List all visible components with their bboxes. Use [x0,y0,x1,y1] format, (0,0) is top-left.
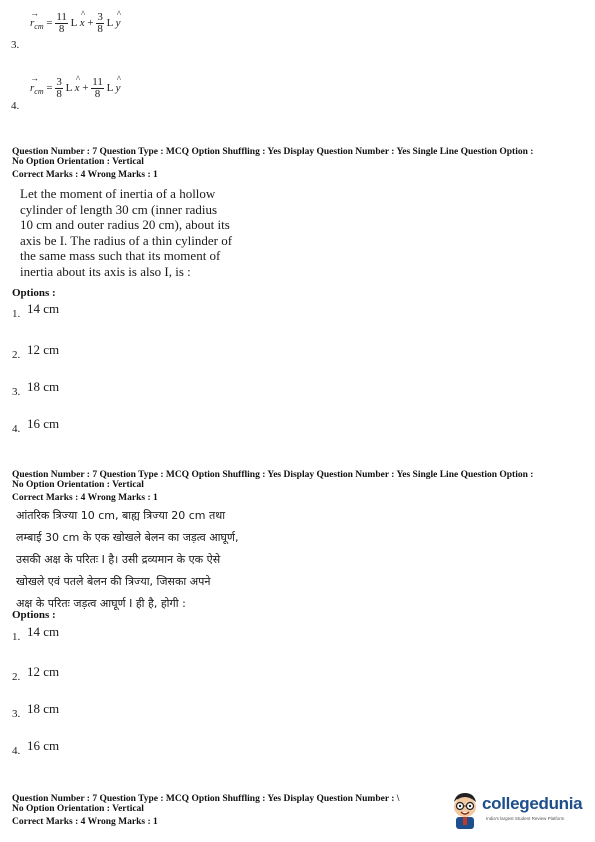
option-text[interactable]: 14 cm [27,301,60,316]
question-orientation: No Option Orientation : Vertical [12,157,144,167]
option-number: 1. [12,631,21,643]
option-number: 4. [12,745,21,757]
collegedunia-logo [448,790,588,830]
fraction: $\frac{11}{8}$ [92,76,103,100]
question-marks: Correct Marks : 4 Wrong Marks : 1 [12,493,158,503]
question-meta: Question Number : 7 Question Type : MCQ Option Shuffling : Yes Display Question Number : \ [12,794,400,804]
logo-name: collegedunia [482,794,583,813]
option-number-3: 3. [11,39,20,51]
option-text[interactable]: 16 cm [27,738,60,753]
fraction: $\frac{3}{8}$ [56,76,62,100]
option-number: 1. [12,308,21,320]
question-text [20,186,270,279]
option-number: 3. [12,386,21,398]
question-line: Let the moment of inertia of a hollow [20,186,216,201]
option-number: 2. [12,671,21,683]
option-text[interactable]: 12 cm [27,342,60,357]
question-meta: Question Number : 7 Question Type : MCQ Option Shuffling : Yes Display Question Number : Yes Single Line Question Option : [12,470,534,480]
fraction: $\frac{3}{8}$ [97,11,103,35]
fraction: $\frac{11}{8}$ [56,11,67,35]
question-line: लम्बाई 30 cm के एक खोखले बेलन का जड़त्व आघूर्ण, [16,531,239,544]
question-line: the same mass such that its moment of [20,248,221,263]
logo-tagline: India's largest Student Review Platform [486,816,565,821]
question-orientation: No Option Orientation : Vertical [12,480,144,490]
question-marks: Correct Marks : 4 Wrong Marks : 1 [12,170,158,180]
question-line: axis be I. The radius of a thin cylinder of [20,232,233,248]
option-number: 2. [12,349,21,361]
question-text-hindi [16,505,276,615]
question-line: अक्ष के परितः जड़त्व आघूर्ण I ही है, होगी : [16,597,186,610]
r-cm-vector: → $r_{cm}$ [30,8,44,32]
question-meta: Question Number : 7 Question Type : MCQ Option Shuffling : Yes Display Question Number : Yes Single Line Question Option : [12,147,534,157]
unit-vector-x: ^ x [74,74,80,95]
option-text[interactable]: 14 cm [27,624,60,639]
question-line: inertia about its axis is also I, is : [20,263,191,279]
option-number: 3. [12,708,21,720]
option-number: 4. [12,423,21,435]
question-marks: Correct Marks : 4 Wrong Marks : 1 [12,817,158,827]
formula-option-3: → $r_{cm}$ = $\frac{11}{8}$ L ^ x + $\frac{3}{8}$ L ^ y [30,8,121,35]
question-orientation: No Option Orientation : Vertical [12,804,144,814]
question-line: आंतरिक त्रिज्या 10 cm, बाह्य त्रिज्या 20 cm तथा [16,509,226,522]
option-text[interactable]: 12 cm [27,664,60,679]
question-line: खोखले एवं पतले बेलन की त्रिज्या, जिसका अपने [16,575,211,588]
r-cm-vector: → $r_{cm}$ [30,73,44,97]
formula-option-4: → $r_{cm}$ = $\frac{3}{8}$ L ^ x + $\frac{11}{8}$ L ^ y [30,73,121,100]
option-text[interactable]: 18 cm [27,701,60,716]
option-text[interactable]: 18 cm [27,379,60,394]
mascot-icon [448,790,482,830]
question-line: cylinder of length 30 cm (inner radius [20,201,218,217]
options-label: Options : [12,287,56,299]
question-line: उसकी अक्ष के परितः I है। उसी द्रव्यमान के एक ऐसे [16,553,221,566]
question-line: 10 cm and outer radius 20 cm), about its [20,217,230,232]
unit-vector-x: ^ x [79,9,85,30]
option-text[interactable]: 16 cm [27,416,60,431]
options-label: Options : [12,609,56,621]
option-number-4: 4. [11,100,20,112]
unit-vector-y: ^ y [115,9,121,30]
unit-vector-y: ^ y [115,74,121,95]
